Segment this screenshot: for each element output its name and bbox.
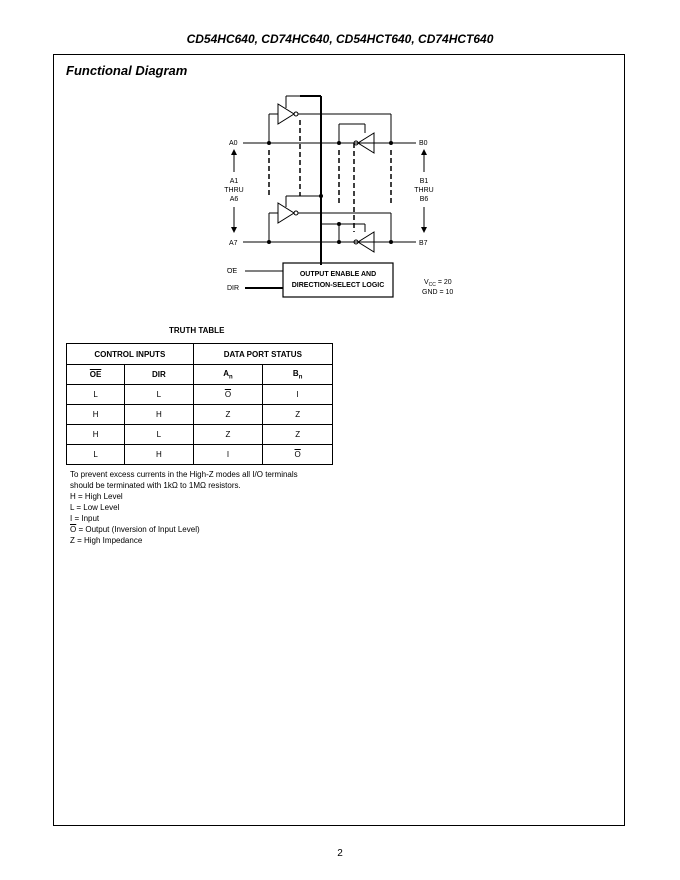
document-header: CD54HC640, CD74HC640, CD54HCT640, CD74HCT640 xyxy=(186,32,494,46)
table-cell-b: Z xyxy=(263,405,333,425)
table-cell-b: I xyxy=(263,385,333,405)
table-cell-oe: L xyxy=(67,385,125,405)
table-cell-dir: H xyxy=(125,405,193,425)
note-line: H = High Level xyxy=(70,492,123,501)
bn-column-header: $B_n$ xyxy=(263,365,333,385)
note-line: To prevent excess currents in the High-Z modes all I/O terminals xyxy=(70,470,298,479)
truth-table xyxy=(66,343,333,465)
page-number: 2 xyxy=(337,848,343,859)
table-cell-dir: L xyxy=(125,385,193,405)
pin-a-thru-label: THRU xyxy=(224,187,244,194)
table-row xyxy=(67,425,333,445)
pin-b-thru-label: THRU xyxy=(414,187,434,194)
note-line: should be terminated with 1kΩ to 1MΩ resistors. xyxy=(70,481,241,490)
pin-a0-label: A0 xyxy=(229,140,238,147)
section-title: Functional Diagram xyxy=(66,63,188,78)
pin-a6-label: A6 xyxy=(229,196,239,203)
an-column-header: $A_n$ xyxy=(193,365,263,385)
pin-b1-label: B1 xyxy=(419,178,429,185)
note-line: I = Input xyxy=(70,514,100,523)
table-cell-a: $\overline{O}$ xyxy=(193,385,263,405)
note-line: L = Low Level xyxy=(70,503,120,512)
data-port-status-header: DATA PORT STATUS xyxy=(193,344,332,365)
note-line: Z = High Impedance xyxy=(70,536,143,545)
table-cell-oe: H xyxy=(67,405,125,425)
logic-box-line1: OUTPUT ENABLE AND xyxy=(299,271,377,278)
table-cell-dir: L xyxy=(125,425,193,445)
pin-b6-label: B6 xyxy=(419,196,429,203)
truth-table-notes xyxy=(70,469,298,546)
note-line: $\overline{O}$ = Output (Inversion of Input Level) xyxy=(70,525,200,534)
pin-a7-label: A7 xyxy=(229,240,238,247)
logic-box xyxy=(283,263,393,297)
pin-a1-label: A1 xyxy=(229,178,239,185)
gnd-label: GND = 10 xyxy=(422,289,454,296)
pin-dir-label: DIR xyxy=(227,285,240,292)
truth-table-title: TRUTH TABLE xyxy=(169,326,225,335)
table-cell-a: Z xyxy=(193,405,263,425)
table-row xyxy=(67,385,333,405)
logic-box-line2: DIRECTION-SELECT LOGIC xyxy=(291,282,385,289)
table-cell-a: Z xyxy=(193,425,263,445)
table-cell-oe: H xyxy=(67,425,125,445)
oe-column-header: $\overline{OE}$ xyxy=(67,365,125,385)
table-cell-b: Z xyxy=(263,425,333,445)
table-cell-b: $\overline{O}$ xyxy=(263,445,333,465)
dir-column-header: DIR xyxy=(125,365,193,385)
table-row xyxy=(67,405,333,425)
pin-b7-label: B7 xyxy=(419,240,428,247)
table-row xyxy=(67,445,333,465)
table-cell-dir: H xyxy=(125,445,193,465)
pin-oe-label: OE xyxy=(227,268,238,275)
table-cell-a: I xyxy=(193,445,263,465)
pin-b0-label: B0 xyxy=(419,140,428,147)
table-cell-oe: L xyxy=(67,445,125,465)
functional-diagram xyxy=(0,0,680,330)
control-inputs-header: CONTROL INPUTS xyxy=(67,344,194,365)
vcc-label: $V_{CC} = 20$ xyxy=(424,279,452,288)
